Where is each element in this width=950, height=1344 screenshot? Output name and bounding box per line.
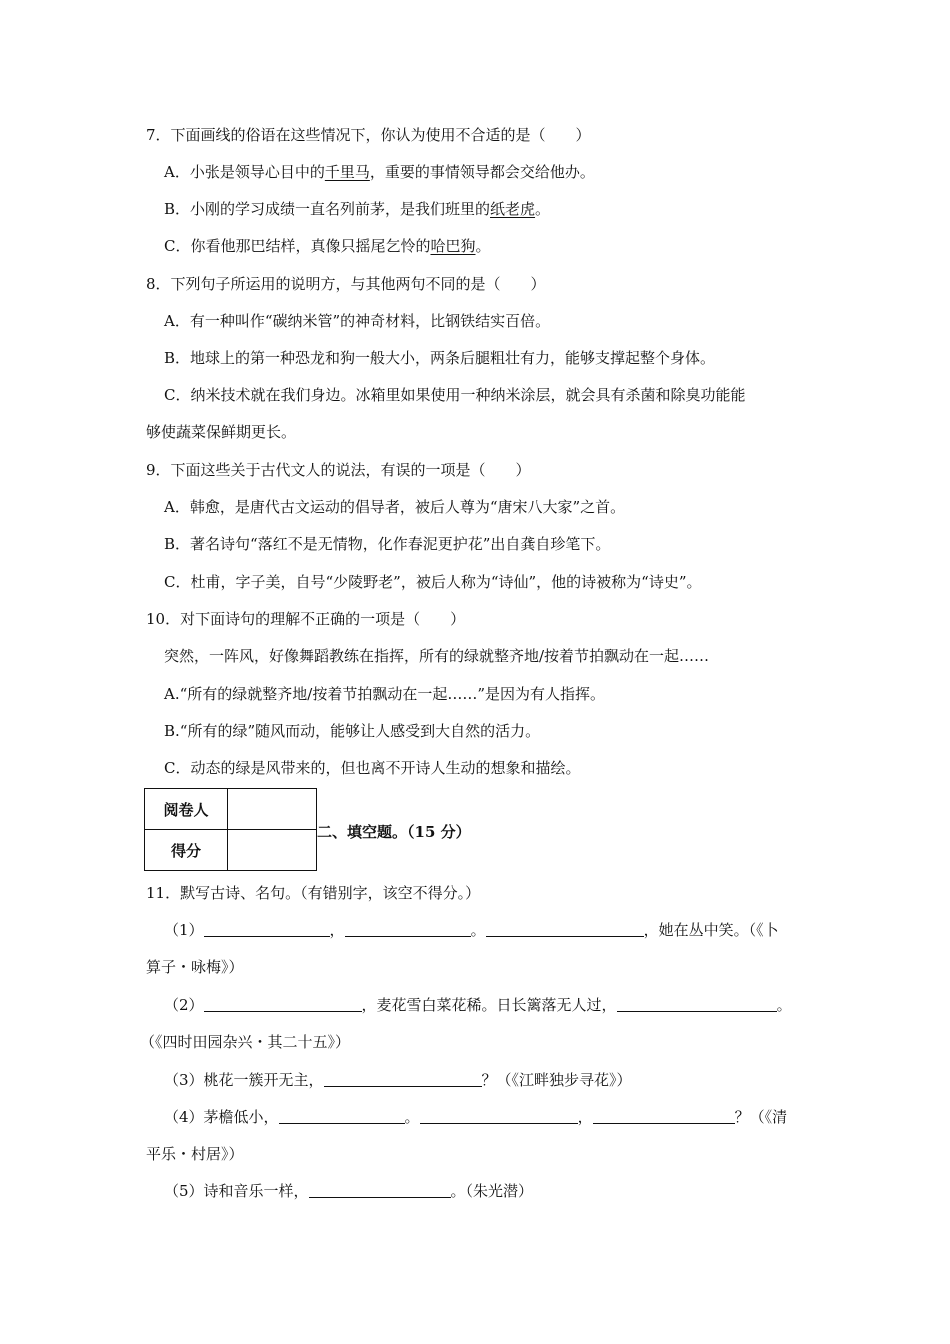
q11-1-blank-a[interactable] [204,921,330,937]
q11-3-tail: ？（《江畔独步寻花》） [481,1071,632,1089]
reviewer-cell[interactable] [228,789,317,830]
q10-option-c: C．动态的绿是风带来的，但也离不开诗人生动的想象和描绘。 [164,759,581,777]
q11-item-3 [164,1070,632,1090]
q7-c-text-end: 。 [475,237,491,255]
q10-option-b: B.“所有的绿”随风而动，能够让人感受到大自然的活力。 [164,722,541,740]
q11-3-label: （3）桃花一簇开无主， [164,1071,324,1089]
q11-5-tail: 。（朱光潜） [450,1182,534,1200]
q8-stem: 8．下列句子所运用的说明方，与其他两句不同的是（ ） [146,275,546,293]
q11-2-label: （2） [164,996,204,1014]
q11-1-sep-a: ， [329,921,345,939]
q10-option-a: A.“所有的绿就整齐地/按着节拍飘动在一起……”是因为有人指挥。 [164,685,605,703]
q11-item-2-wrap: （《四时田园杂兴・其二十五》） [140,1033,351,1051]
q7-c-text: C．你看他那巴结样，真像只摇尾乞怜的 [164,237,431,255]
q11-item-4 [164,1107,787,1127]
q8-option-c-wrap: 够使蔬菜保鲜期更长。 [146,423,297,441]
score-label: 得分 [145,830,228,871]
q8-option-b: B．地球上的第一种恐龙和狗一般大小，两条后腿粗壮有力，能够支撑起整个身体。 [164,349,716,367]
q11-item-4-wrap: 平乐・村居》） [146,1145,244,1163]
q11-4-label: （4）茅檐低小， [164,1108,279,1126]
q11-item-2 [164,995,792,1015]
q8-option-c: C．纳米技术就在我们身边。冰箱里如果使用一种纳米涂层，就会具有杀菌和除臭功能能 [164,386,746,404]
q11-4-sep-a: 。 [404,1108,420,1126]
q11-2-mid: ，麦花雪白菜花稀。日长篱落无人过， [361,996,617,1014]
q11-4-tail: ？（《清 [734,1108,788,1126]
q11-item-1 [164,920,779,940]
q11-1-sep-b: 。 [470,921,486,939]
q11-1-blank-c[interactable] [486,921,644,937]
q11-4-blank-c[interactable] [593,1108,735,1124]
q11-2-blank-b[interactable] [617,996,777,1012]
q7-option-a [164,162,595,182]
q10-stem: 10．对下面诗句的理解不正确的一项是（ ） [146,610,466,628]
q7-a-underlined: 千里马 [324,163,370,181]
q11-2-blank-a[interactable] [204,996,362,1012]
q11-5-blank[interactable] [309,1182,451,1198]
q7-option-b [164,199,550,219]
q9-option-a: A．韩愈，是唐代古文运动的倡导者，被后人尊为“唐宋八大家”之首。 [164,498,626,516]
q11-1-blank-b[interactable] [345,921,471,937]
q7-a-text: A．小张是领导心目中的 [164,163,325,181]
score-table [144,788,317,871]
q10-poem: 突然，一阵风，好像舞蹈教练在指挥，所有的绿就整齐地/按着节拍飘动在一起…… [164,647,710,665]
q11-item-1-wrap: 算子・咏梅》） [146,958,244,976]
q7-c-underlined: 哈巴狗 [430,237,476,255]
q7-a-text-end: ，重要的事情领导都会交给他办。 [369,163,595,181]
q11-4-sep-b: ， [577,1108,593,1126]
q11-1-tail: ，她在丛中笑。（《卜 [643,921,779,939]
q7-option-c [164,236,491,256]
section-2-heading: 二、填空题。（15 分） [317,823,471,841]
q7-b-underlined: 纸老虎 [490,200,536,218]
q9-option-c: C．杜甫，字子美，自号“少陵野老”，被后人称为“诗仙”，他的诗被称为“诗史”。 [164,573,702,591]
reviewer-label: 阅卷人 [145,789,228,830]
q8-option-a: A．有一种叫作“碳纳米管”的神奇材料，比钢铁结实百倍。 [164,312,551,330]
q9-option-b: B．著名诗句“落红不是无情物，化作春泥更护花”出自龚自珍笔下。 [164,535,611,553]
score-cell[interactable] [228,830,317,871]
q11-4-blank-b[interactable] [420,1108,578,1124]
q9-stem: 9．下面这些关于古代文人的说法，有误的一项是（ ） [146,461,531,479]
q7-stem: 7．下面画线的俗语在这些情况下，你认为使用不合适的是（ ） [146,126,591,144]
q11-1-label: （1） [164,921,204,939]
q11-2-tail: 。 [776,996,792,1014]
q11-stem: 11．默写古诗、名句。（有错别字，该空不得分。） [146,884,481,902]
q11-item-5 [164,1181,533,1201]
q11-5-label: （5）诗和音乐一样， [164,1182,309,1200]
q11-3-blank[interactable] [324,1071,482,1087]
q7-b-text-end: 。 [535,200,551,218]
q7-b-text: B．小刚的学习成绩一直名列前茅，是我们班里的 [164,200,491,218]
q11-4-blank-a[interactable] [279,1108,405,1124]
